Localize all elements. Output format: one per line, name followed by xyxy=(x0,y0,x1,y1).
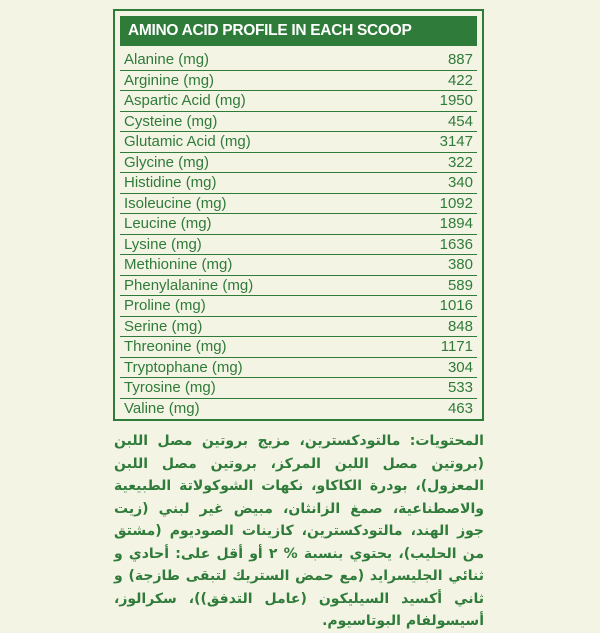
table-row xyxy=(120,296,477,317)
table-row xyxy=(120,276,477,297)
table-row xyxy=(120,337,477,358)
amino-acid-name: Methionine (mg) xyxy=(124,256,233,274)
amino-acid-name: Isoleucine (mg) xyxy=(124,194,227,212)
amino-acid-name: Valine (mg) xyxy=(124,400,200,418)
table-row xyxy=(120,153,477,174)
amino-acid-name: Leucine (mg) xyxy=(124,215,212,233)
amino-acid-value: 3147 xyxy=(439,133,473,151)
amino-acid-value: 589 xyxy=(447,276,473,294)
amino-acid-value: 1016 xyxy=(439,297,473,315)
amino-acid-value: 1950 xyxy=(439,92,473,110)
amino-acid-name: Aspartic Acid (mg) xyxy=(124,92,246,110)
amino-acid-name: Cysteine (mg) xyxy=(124,112,218,130)
table-header: AMINO ACID PROFILE IN EACH SCOOP xyxy=(120,16,477,46)
amino-acid-value: 322 xyxy=(447,153,473,171)
amino-acid-value: 340 xyxy=(447,174,473,192)
amino-acid-name: Proline (mg) xyxy=(124,297,206,315)
table-row xyxy=(120,399,477,420)
amino-acid-value: 848 xyxy=(447,317,473,335)
amino-acid-name: Threonine (mg) xyxy=(124,338,227,356)
table-row xyxy=(120,378,477,399)
amino-acid-value: 1171 xyxy=(440,338,473,356)
amino-acid-value: 454 xyxy=(447,112,473,130)
amino-acid-name: Glycine (mg) xyxy=(124,153,210,171)
amino-acid-name: Alanine (mg) xyxy=(124,51,210,69)
table-row xyxy=(120,50,477,71)
amino-acid-value: 1894 xyxy=(439,215,473,233)
amino-acid-table xyxy=(113,9,484,421)
amino-acid-value: 1636 xyxy=(439,235,473,253)
amino-acid-name: Phenylalanine (mg) xyxy=(124,276,254,294)
table-row xyxy=(120,214,477,235)
table-row xyxy=(120,255,477,276)
ingredients-arabic: المحتويات: مالتودكسترين، مزيج بروتين مصل اللبن (بروتين مصل اللبن المركز، بروتين مصل اللبن المعزول)، بودرة الكاكاو، نكهات الشوكولاتة الطبيعية والاصطناعية، صمغ الزانثان، مبيض غير لبني (زيت جوز الهند، مالتودكسترين، كازينات الصوديوم (مشتق من الحليب)، يحتوي بنسبة % ٢ أو أقل على: أحادي و ثنائي الجليسرايد (مع حمض الستريك لتبقى طازجة) و ثاني أكسيد السيليكون (عامل التدفق))، سكرالوز، أسيسولفام البوتاسيوم. xyxy=(114,433,484,629)
table-row xyxy=(120,173,477,194)
amino-acid-name: Arginine (mg) xyxy=(124,71,215,89)
amino-acid-value: 422 xyxy=(447,71,473,89)
amino-acid-value: 1092 xyxy=(439,194,473,212)
amino-acid-name: Histidine (mg) xyxy=(124,174,217,192)
amino-acid-value: 380 xyxy=(447,256,473,274)
amino-acid-value: 463 xyxy=(447,400,473,418)
amino-acid-name: Lysine (mg) xyxy=(124,235,202,253)
amino-acid-name: Serine (mg) xyxy=(124,317,203,335)
amino-acid-name: Tyrosine (mg) xyxy=(124,379,216,397)
table-row xyxy=(120,194,477,215)
amino-acid-name: Glutamic Acid (mg) xyxy=(124,133,251,151)
table-row xyxy=(120,71,477,92)
table-row xyxy=(120,358,477,379)
amino-acid-value: 304 xyxy=(447,358,473,376)
table-row xyxy=(120,132,477,153)
amino-acid-value: 887 xyxy=(447,51,473,69)
amino-acid-name: Tryptophane (mg) xyxy=(124,358,243,376)
table-row xyxy=(120,91,477,112)
table-row xyxy=(120,235,477,256)
table-row xyxy=(120,317,477,338)
table-row xyxy=(120,112,477,133)
table-rows xyxy=(120,50,477,419)
amino-acid-value: 533 xyxy=(447,379,473,397)
